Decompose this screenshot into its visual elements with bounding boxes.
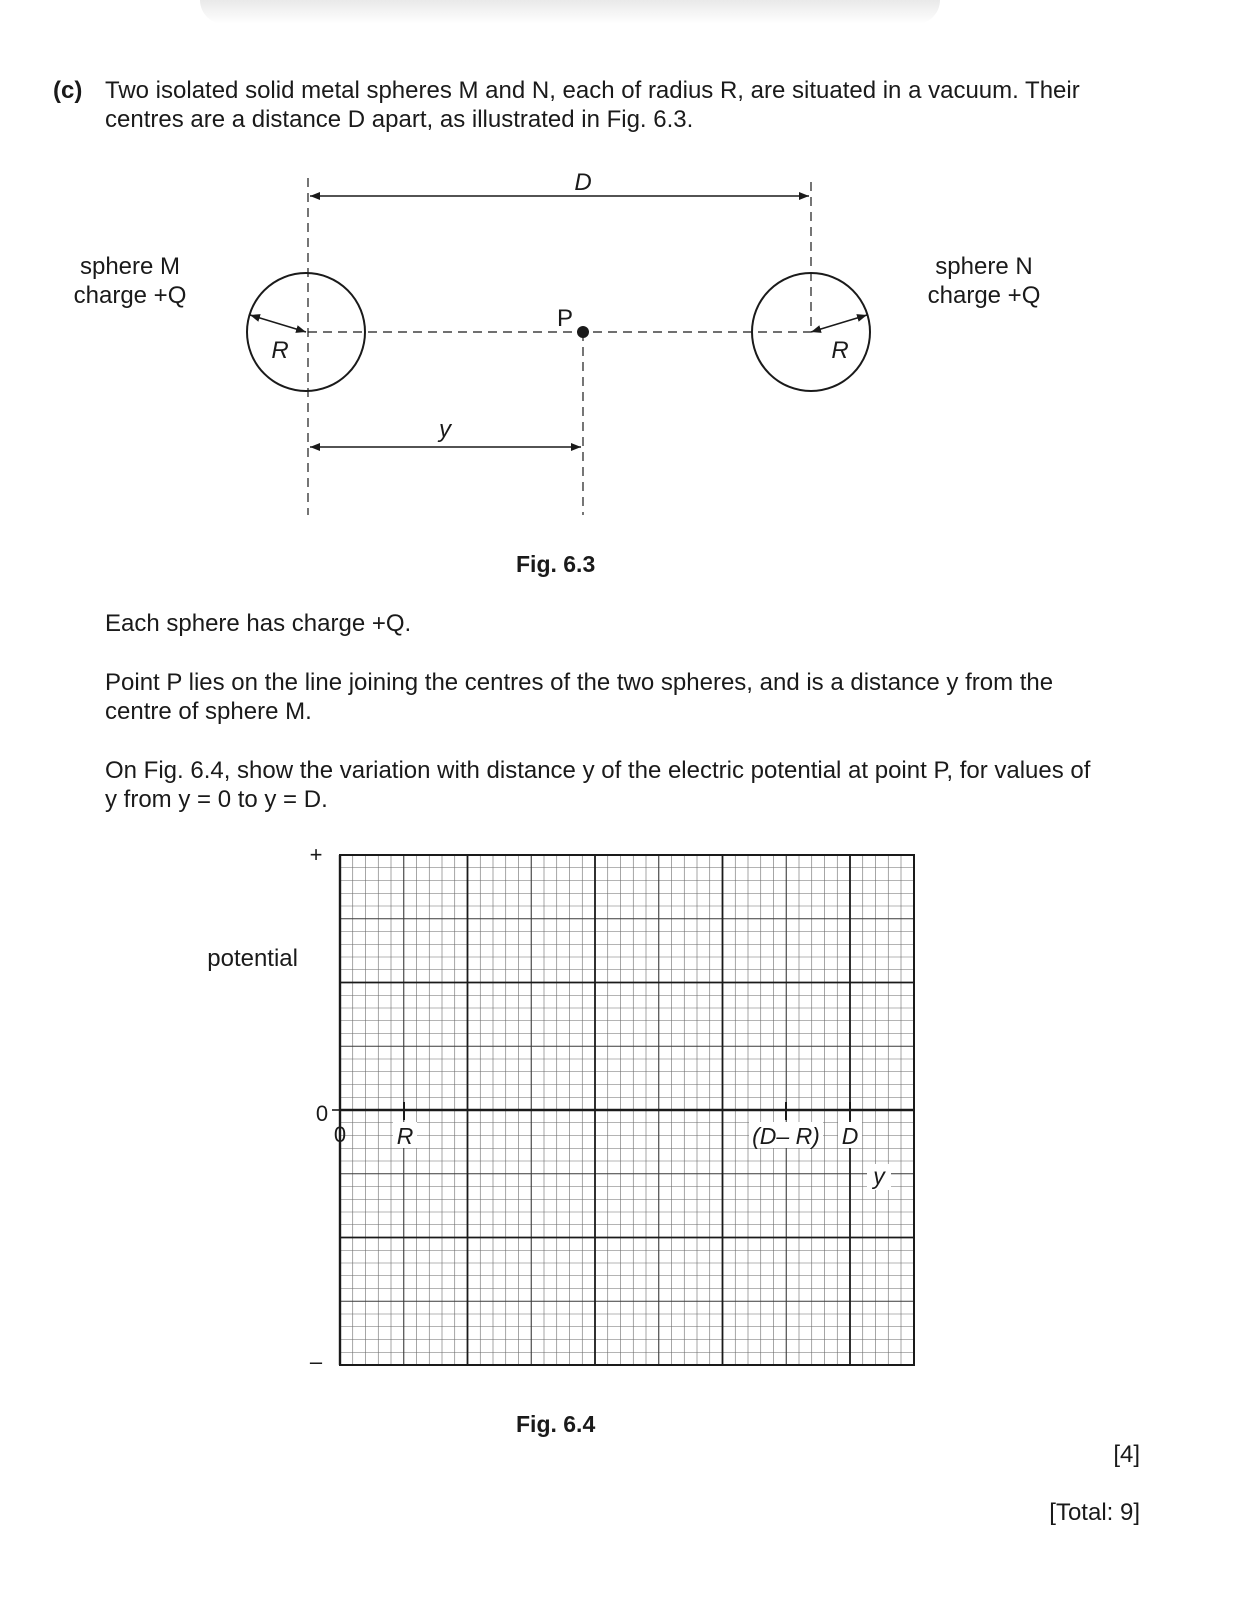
radius-arrow-m (250, 315, 306, 332)
point-p-line-1: Point P lies on the line joining the centres of the two spheres, and is a distance y from the (105, 669, 1054, 696)
plus-sign: + (309, 842, 323, 867)
part-label: (c) (53, 77, 83, 104)
task-line-1: On Fig. 6.4, show the variation with distance y of the electric potential at point P, for values of (105, 757, 1091, 784)
y-tick-label-zero: 0 (315, 1101, 329, 1126)
charge-statement-text: Each sphere has charge +Q. (105, 610, 412, 637)
point-p-label: P (556, 305, 574, 332)
total-marks-label: [Total: 9] (1049, 1499, 1140, 1526)
point-p-line-2: centre of sphere M. (105, 698, 312, 725)
minus-sign: – (309, 1349, 323, 1374)
y-axis-label: potential (207, 945, 298, 972)
fig-6-3-caption: Fig. 6.3 (516, 551, 596, 577)
fig-6-4-caption: Fig. 6.4 (516, 1411, 596, 1437)
radius-label-n: R (831, 337, 849, 364)
x-tick-label-d-minus-r: (D– R) (752, 1123, 820, 1149)
charge-statement (105, 609, 1140, 638)
page-edge-shadow (200, 0, 940, 24)
intro-line-1: Two isolated solid metal spheres M and N, each of radius R, are situated in a vacuum. Their (105, 77, 1080, 104)
point-p-dot (577, 326, 589, 338)
sphere-m-name: sphere M (79, 253, 181, 280)
radius-arrow-n (811, 315, 867, 332)
sphere-m-charge: charge +Q (73, 282, 187, 309)
intro-paragraph (105, 76, 1140, 134)
distance-y-label: y (439, 416, 451, 443)
fig-6-3-diagram (0, 150, 1244, 550)
sphere-n-name: sphere N (935, 253, 1033, 280)
marks-label: [4] (1113, 1441, 1140, 1468)
radius-label-m: R (271, 337, 289, 364)
x-tick-label-r: R (396, 1123, 414, 1149)
sphere-n-charge: charge +Q (927, 282, 1041, 309)
x-tick-label-zero: 0 (333, 1122, 347, 1147)
distance-d-label: D (574, 169, 592, 196)
intro-line-2: centres are a distance D apart, as illustrated in Fig. 6.3. (105, 106, 694, 133)
fig-6-4-graph (0, 830, 1244, 1390)
x-tick-label-d: D (841, 1123, 859, 1149)
point-p-paragraph (105, 668, 1140, 726)
task-paragraph (105, 756, 1140, 814)
task-line-2: y from y = 0 to y = D. (105, 786, 328, 813)
x-axis-label: y (873, 1163, 885, 1189)
